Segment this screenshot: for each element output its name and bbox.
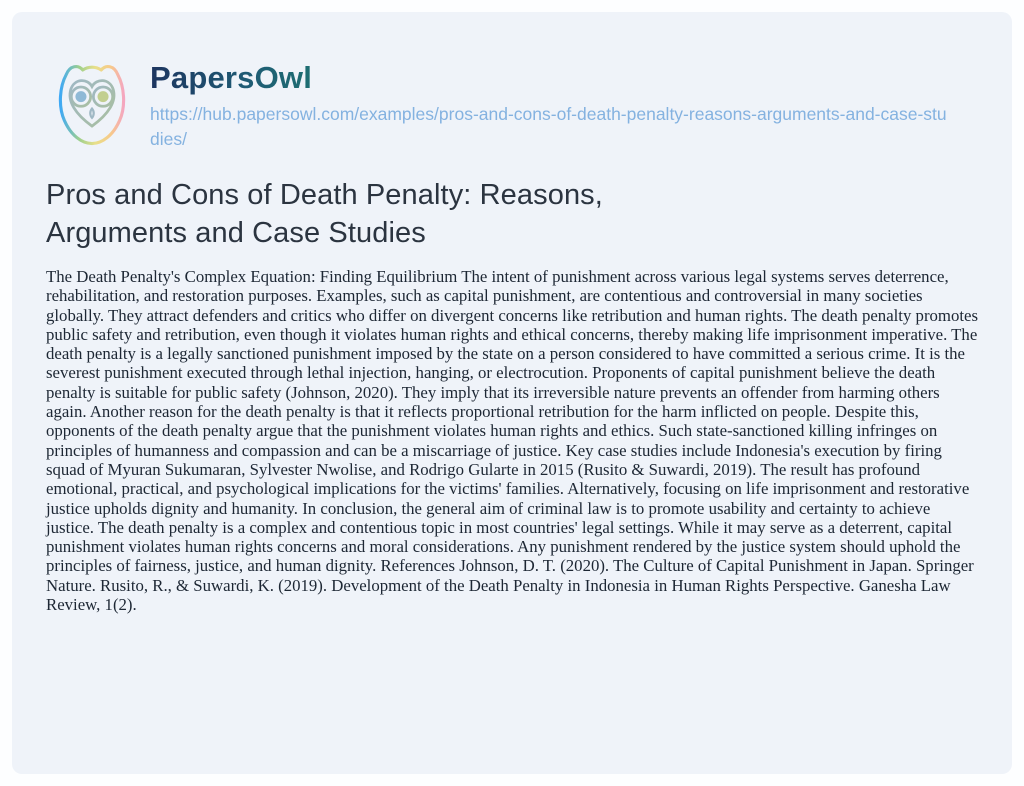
site-header <box>12 12 1012 152</box>
article <box>12 176 1012 614</box>
owl-logo-icon <box>46 56 138 152</box>
brand-name: PapersOwl <box>150 60 313 95</box>
article-title: Pros and Cons of Death Penalty: Reasons, Arguments and Case Studies <box>46 179 603 249</box>
brand-block <box>150 56 950 152</box>
papersowl-logo[interactable] <box>46 56 138 152</box>
page-card <box>12 12 1012 774</box>
page-url-link[interactable]: https://hub.papersowl.com/examples/pros-and-cons-of-death-penalty-reasons-arguments-and-case-studies/ <box>150 103 947 149</box>
article-body: The Death Penalty's Complex Equation: Finding Equilibrium The intent of punishment across various legal systems serves deterrence, rehabilitation, and restoration purposes. Examples, such as capital punishment, are contentious and controversial in many societies globally. They attract defenders and critics who differ on divergent concerns like retribution and human rights. The death penalty promotes public safety and retribution, even though it violates human rights and ethical concerns, thereby making life imprisonment imperative. The death penalty is a legally sanctioned punishment imposed by the state on a person considered to have committed a serious crime. It is the severest punishment executed through lethal injection, hanging, or electrocution. Proponents of capital punishment believe the death penalty is suitable for public safety (Johnson, 2020). They imply that its irreversible nature prevents an offender from harming others again. Another reason for the death penalty is that it reflects proportional retribution for the harm inflicted on people. Despite this, opponents of the death penalty argue that the punishment violates human rights and ethics. Such state-sanctioned killing infringes on principles of humanness and compassion and can be a miscarriage of justice. Key case studies include Indonesia's execution by firing squad of Myuran Sukumaran, Sylvester Nwolise, and Rodrigo Gularte in 2015 (Rusito & Suwardi, 2019). The result has profound emotional, practical, and psychological implications for the victims' families. Alternatively, focusing on life imprisonment and restorative justice upholds dignity and humanity. In conclusion, the general aim of criminal law is to promote usability and certainty to achieve justice. The death penalty is a complex and contentious topic in most countries' legal settings. While it may serve as a deterrent, capital punishment violates human rights concerns and moral considerations. Any punishment rendered by the justice system should uphold the principles of fairness, justice, and human dignity. References Johnson, D. T. (2020). The Culture of Capital Punishment in Japan. Springer Nature. Rusito, R., & Suwardi, K. (2019). Development of the Death Penalty in Indonesia in Human Rights Perspective. Ganesha Law Review, 1(2). <box>46 267 979 615</box>
